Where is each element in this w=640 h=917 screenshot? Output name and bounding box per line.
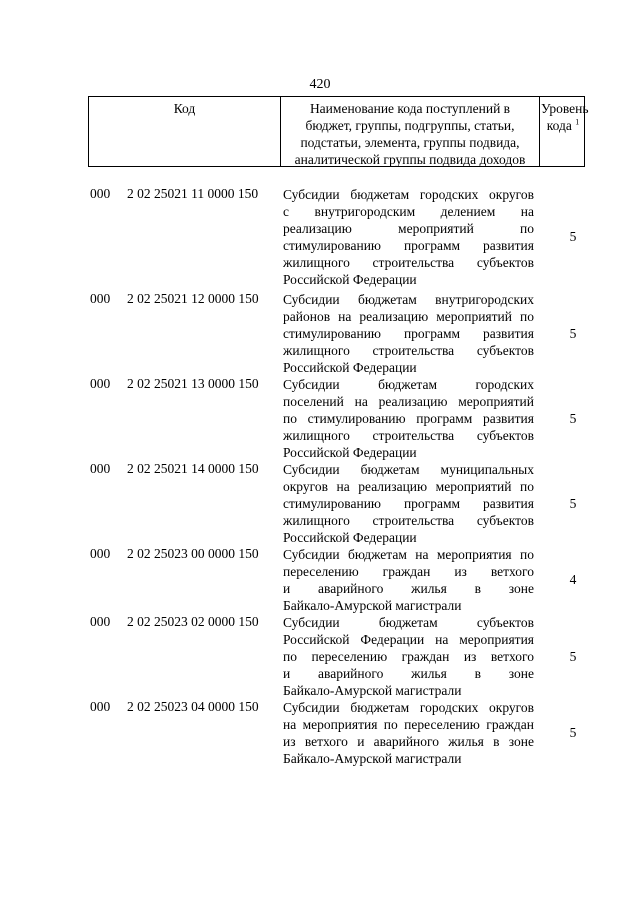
level-value: 5 <box>569 229 577 244</box>
revenue-name-line: Байкало-Амурской магистрали <box>283 598 462 613</box>
header-name <box>281 100 539 168</box>
revenue-name-line: переселению граждан из ветхого <box>283 564 534 579</box>
revenue-name-line: на мероприятия по переселению граждан <box>283 717 534 732</box>
revenue-name-line: по переселению граждан из ветхого <box>283 649 534 664</box>
admin-code: 000 <box>90 546 111 561</box>
revenue-name-line: Байкало-Амурской магистрали <box>283 751 462 766</box>
level-value: 5 <box>569 326 577 341</box>
admin-code: 000 <box>90 376 111 391</box>
revenue-name-line: Российской Федерации <box>283 272 417 287</box>
revenue-code: 2 02 25021 11 0000 150 <box>127 186 259 201</box>
revenue-name-line: Субсидии бюджетам городских <box>283 377 534 392</box>
revenue-name-line: Байкало-Амурской магистрали <box>283 683 462 698</box>
revenue-name-line: Субсидии бюджетам городских округов <box>283 700 534 715</box>
revenue-name-line: стимулированию программ развития <box>283 496 534 511</box>
revenue-name-line: жилищного строительства субъектов <box>283 428 534 443</box>
revenue-name-line: жилищного строительства субъектов <box>283 255 534 270</box>
header-code: Код <box>173 101 196 116</box>
level-value: 5 <box>569 411 577 426</box>
revenue-name-line: по стимулированию программ развития <box>283 411 534 426</box>
revenue-code: 2 02 25023 04 0000 150 <box>127 699 259 714</box>
revenue-name-line: Субсидии бюджетам муниципальных <box>283 462 534 477</box>
revenue-name <box>283 461 534 546</box>
header-name-line: подстатьи, элемента, группы подвида, <box>300 135 520 150</box>
admin-code: 000 <box>90 186 111 201</box>
revenue-name <box>283 376 534 461</box>
revenue-code: 2 02 25023 02 0000 150 <box>127 614 259 629</box>
revenue-name-line: Субсидии бюджетам на мероприятия по <box>283 547 534 562</box>
level-value: 4 <box>569 572 577 587</box>
header-level-text: кода <box>546 118 572 133</box>
header-level <box>541 100 589 134</box>
column-divider <box>539 97 540 166</box>
revenue-name-line: жилищного строительства субъектов <box>283 513 534 528</box>
revenue-name <box>283 614 534 699</box>
header-level-line: Уровень <box>541 101 589 116</box>
revenue-name-line: Субсидии бюджетам субъектов <box>283 615 534 630</box>
level-value: 5 <box>569 496 577 511</box>
revenue-code: 2 02 25021 14 0000 150 <box>127 461 259 476</box>
revenue-name-line: с внутригородским делением на <box>283 204 534 219</box>
level-value: 5 <box>569 725 577 740</box>
admin-code: 000 <box>90 291 111 306</box>
revenue-name-line: из ветхого и аварийного жилья в зоне <box>283 734 534 749</box>
revenue-name-line: и аварийного жилья в зоне <box>283 666 534 681</box>
revenue-name-line: жилищного строительства субъектов <box>283 343 534 358</box>
revenue-name-line: Субсидии бюджетам внутригородских <box>283 292 534 307</box>
revenue-name <box>283 291 534 376</box>
revenue-name-line: стимулированию программ развития <box>283 238 534 253</box>
level-value: 5 <box>569 649 577 664</box>
revenue-name-line: поселений на реализацию мероприятий <box>283 394 534 409</box>
revenue-name-line: районов на реализацию мероприятий по <box>283 309 534 324</box>
revenue-name <box>283 546 534 614</box>
admin-code: 000 <box>90 461 111 476</box>
header-level-line <box>541 117 585 134</box>
header-name-line: аналитической группы подвида доходов <box>294 152 526 167</box>
revenue-name-line: стимулированию программ развития <box>283 326 534 341</box>
revenue-name <box>283 186 534 288</box>
admin-code: 000 <box>90 699 111 714</box>
revenue-name-line: и аварийного жилья в зоне <box>283 581 534 596</box>
revenue-name-line: Российской Федерации на мероприятия <box>283 632 534 647</box>
revenue-name-line: Российской Федерации <box>283 530 417 545</box>
revenue-code: 2 02 25023 00 0000 150 <box>127 546 259 561</box>
revenue-name-line: Субсидии бюджетам городских округов <box>283 187 534 202</box>
revenue-name-line: Российской Федерации <box>283 445 417 460</box>
admin-code: 000 <box>90 614 111 629</box>
header-name-line: бюджет, группы, подгруппы, статьи, <box>305 118 515 133</box>
revenue-name <box>283 699 534 767</box>
revenue-code: 2 02 25021 12 0000 150 <box>127 291 259 306</box>
footnote-mark: 1 <box>575 117 580 127</box>
header-name-line: Наименование кода поступлений в <box>309 101 511 116</box>
revenue-name-line: реализацию мероприятий по <box>283 221 534 236</box>
revenue-name-line: Российской Федерации <box>283 360 417 375</box>
revenue-code: 2 02 25021 13 0000 150 <box>127 376 259 391</box>
revenue-name-line: округов на реализацию мероприятий по <box>283 479 534 494</box>
table-header <box>88 96 589 167</box>
page-number: 420 <box>309 77 331 92</box>
